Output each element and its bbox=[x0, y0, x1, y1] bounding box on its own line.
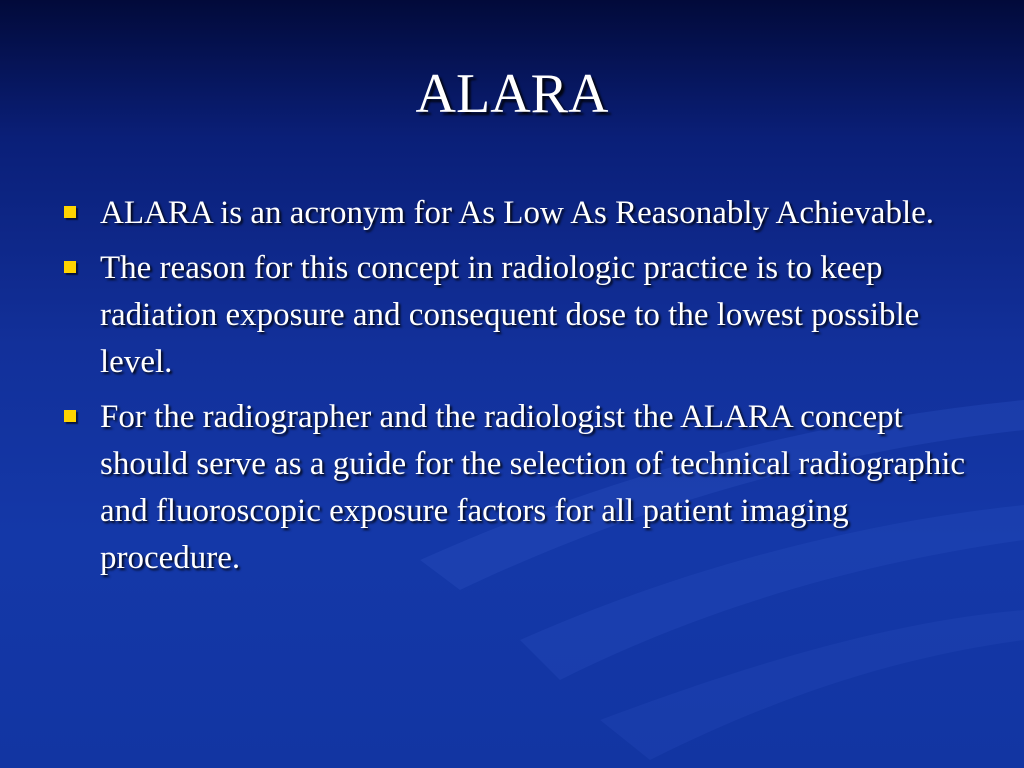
square-bullet-icon bbox=[64, 261, 76, 273]
bullet-item bbox=[60, 190, 980, 237]
bullet-text: The reason for this concept in radiologic practice is to keep radiation exposure and consequent dose to the lowest possible level. bbox=[100, 250, 920, 380]
bullet-item bbox=[60, 394, 980, 582]
square-bullet-icon bbox=[64, 206, 76, 218]
bullet-text: For the radiographer and the radiologist the ALARA concept should serve as a guide for the selection of technical radiographic and fluoroscopic exposure factors for all patient imaging procedure. bbox=[100, 399, 966, 576]
square-bullet-icon bbox=[64, 410, 76, 422]
bullet-list bbox=[60, 190, 980, 590]
bullet-text: ALARA is an acronym for As Low As Reasonably Achievable. bbox=[100, 195, 935, 231]
bullet-item bbox=[60, 245, 980, 386]
slide-title: ALARA bbox=[415, 63, 609, 125]
